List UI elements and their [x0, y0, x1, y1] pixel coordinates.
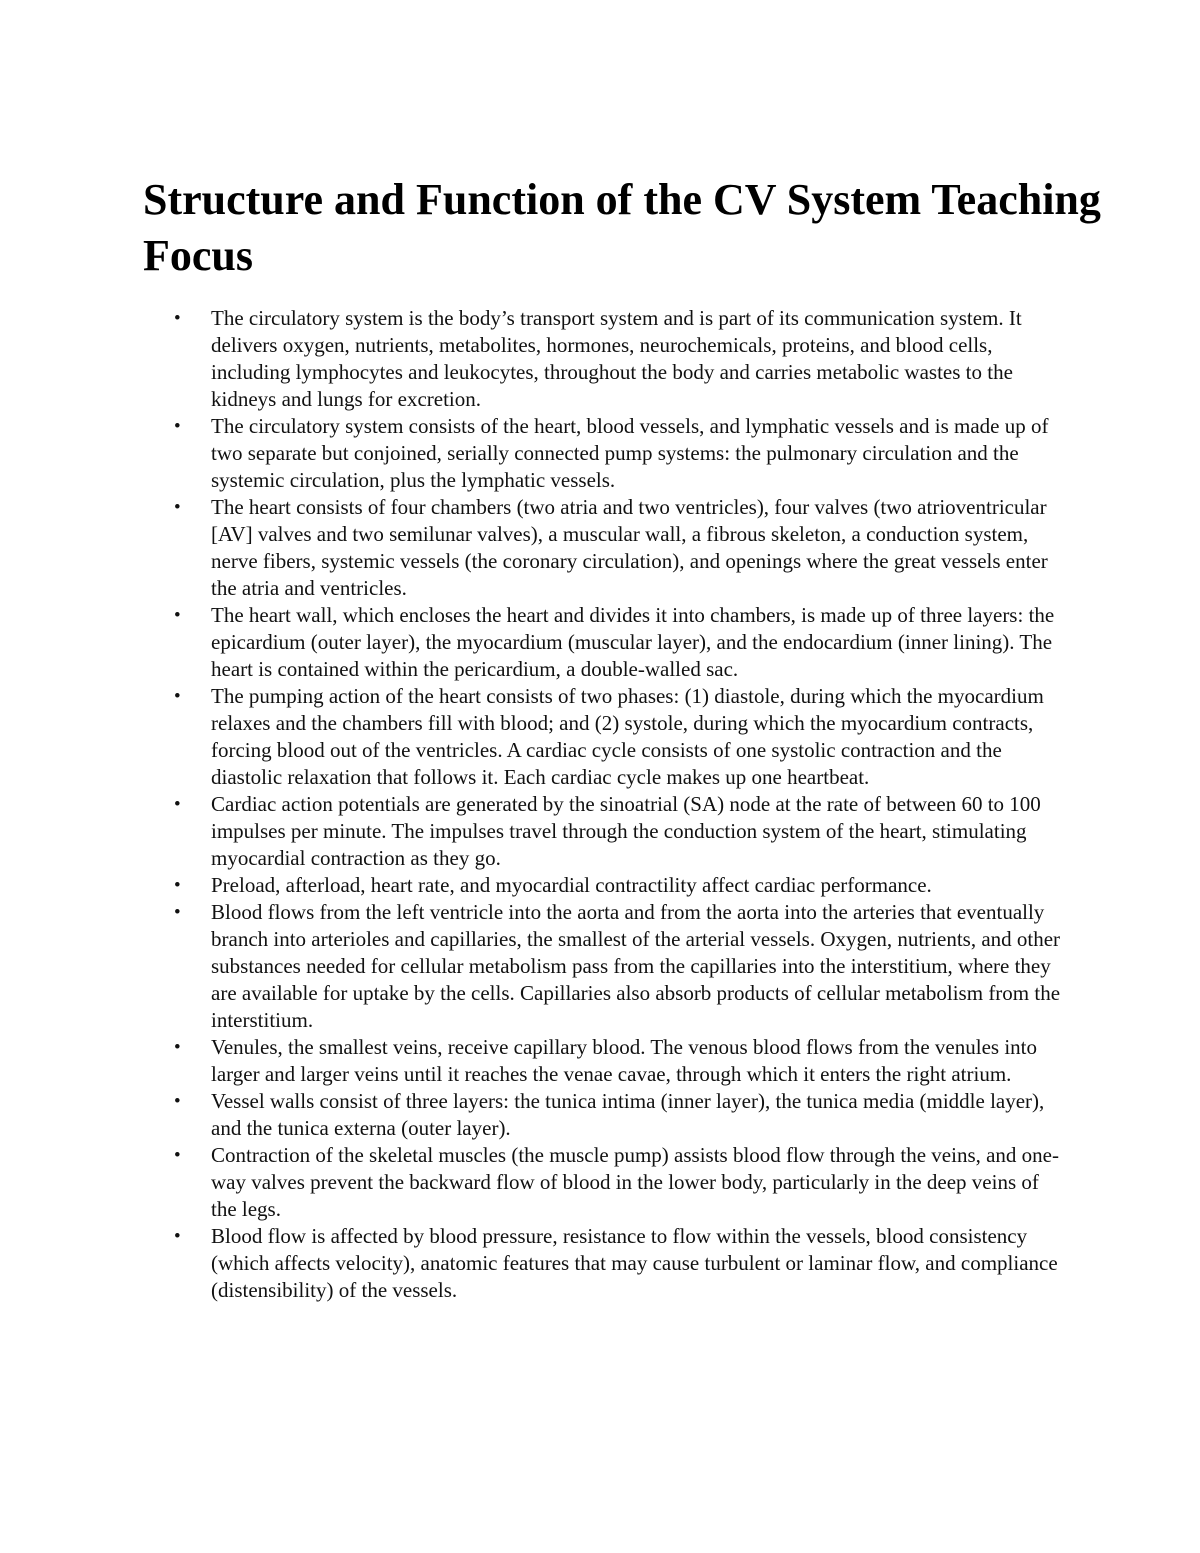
bullet-icon: • — [174, 605, 181, 626]
list-item-text: Venules, the smallest veins, receive capillary blood. The venous blood flows from the venules into larger and larger veins until it reaches the venae cavae, through which it enters the right atrium. — [211, 1035, 1038, 1086]
list-item-text: The heart consists of four chambers (two atria and two ventricles), four valves (two atrioventricular [AV] valves and two semilunar valves), a muscular wall, a fibrous skeleton, a conduction system, nerve fibers, systemic vessels (the coronary circulation), and openings where the great vessels enter the atria and ventricles. — [211, 495, 1048, 600]
list-item-text: Cardiac action potentials are generated by the sinoatrial (SA) node at the rate of between 60 to 100 impulses per minute. The impulses travel through the conduction system of the heart, stimulating myocardial contraction as they go. — [211, 792, 1041, 870]
list-item — [0, 494, 1066, 602]
bullet-icon: • — [174, 1091, 181, 1112]
list-item — [0, 1034, 1066, 1088]
bullet-icon: • — [174, 1037, 181, 1058]
list-item — [0, 1142, 1066, 1223]
bullet-icon: • — [174, 902, 181, 923]
list-item-text: Vessel walls consist of three layers: the tunica intima (inner layer), the tunica media (middle layer), and the tunica externa (outer layer). — [211, 1089, 1045, 1140]
bullet-icon: • — [174, 497, 181, 518]
teaching-focus-list — [0, 305, 1200, 1304]
list-item-text: Contraction of the skeletal muscles (the muscle pump) assists blood flow through the veins, and one-way valves prevent the backward flow of blood in the lower body, particularly in the deep veins of the legs. — [211, 1143, 1059, 1221]
list-item-text: The circulatory system is the body’s transport system and is part of its communication system. It delivers oxygen, nutrients, metabolites, hormones, neurochemicals, proteins, and blood cells, including lymphocytes and leukocytes, throughout the body and carries metabolic wastes to the kidneys and lungs for excretion. — [211, 306, 1022, 411]
list-item-text: Blood flows from the left ventricle into the aorta and from the aorta into the arteries that eventually branch into arterioles and capillaries, the smallest of the arterial vessels. Oxygen, nutrients, and other substances needed for cellular metabolism pass from the capillaries into the interstitium, where they are available for uptake by the cells. Capillaries also absorb products of cellular metabolism from the interstitium. — [211, 900, 1061, 1032]
bullet-icon: • — [174, 416, 181, 437]
list-item — [0, 791, 1066, 872]
list-item-text: Blood flow is affected by blood pressure, resistance to flow within the vessels, blood consistency (which affects velocity), anatomic features that may cause turbulent or laminar flow, and compliance (distensibility) of the vessels. — [211, 1224, 1058, 1302]
list-item — [0, 602, 1066, 683]
bullet-icon: • — [174, 308, 181, 329]
bullet-icon: • — [174, 686, 181, 707]
list-item — [0, 413, 1066, 494]
list-item — [0, 872, 1066, 899]
list-item — [0, 899, 1066, 1034]
list-item-text: The heart wall, which encloses the heart and divides it into chambers, is made up of three layers: the epicardium (outer layer), the myocardium (muscular layer), and the endocardium (inner lining). The heart is contained within the pericardium, a double-walled sac. — [211, 603, 1055, 681]
bullet-icon: • — [174, 1145, 181, 1166]
bullet-icon: • — [174, 875, 181, 896]
list-item-text: Preload, afterload, heart rate, and myocardial contractility affect cardiac performance. — [211, 873, 932, 897]
bullet-icon: • — [174, 794, 181, 815]
list-item — [0, 1088, 1066, 1142]
list-item — [0, 305, 1066, 413]
list-item-text: The circulatory system consists of the heart, blood vessels, and lymphatic vessels and is made up of two separate but conjoined, serially connected pump systems: the pulmonary circulation and the systemic circulation, plus the lymphatic vessels. — [211, 414, 1049, 492]
list-item — [0, 683, 1066, 791]
list-item — [0, 1223, 1066, 1304]
list-item-text: The pumping action of the heart consists of two phases: (1) diastole, during which the myocardium relaxes and the chambers fill with blood; and (2) systole, during which the myocardium contracts, forcing blood out of the ventricles. A cardiac cycle consists of one systolic contraction and the diastolic relaxation that follows it. Each cardiac cycle makes up one heartbeat. — [211, 684, 1044, 789]
bullet-icon: • — [174, 1226, 181, 1247]
page-title: Structure and Function of the CV System Teaching Focus — [143, 175, 1101, 280]
